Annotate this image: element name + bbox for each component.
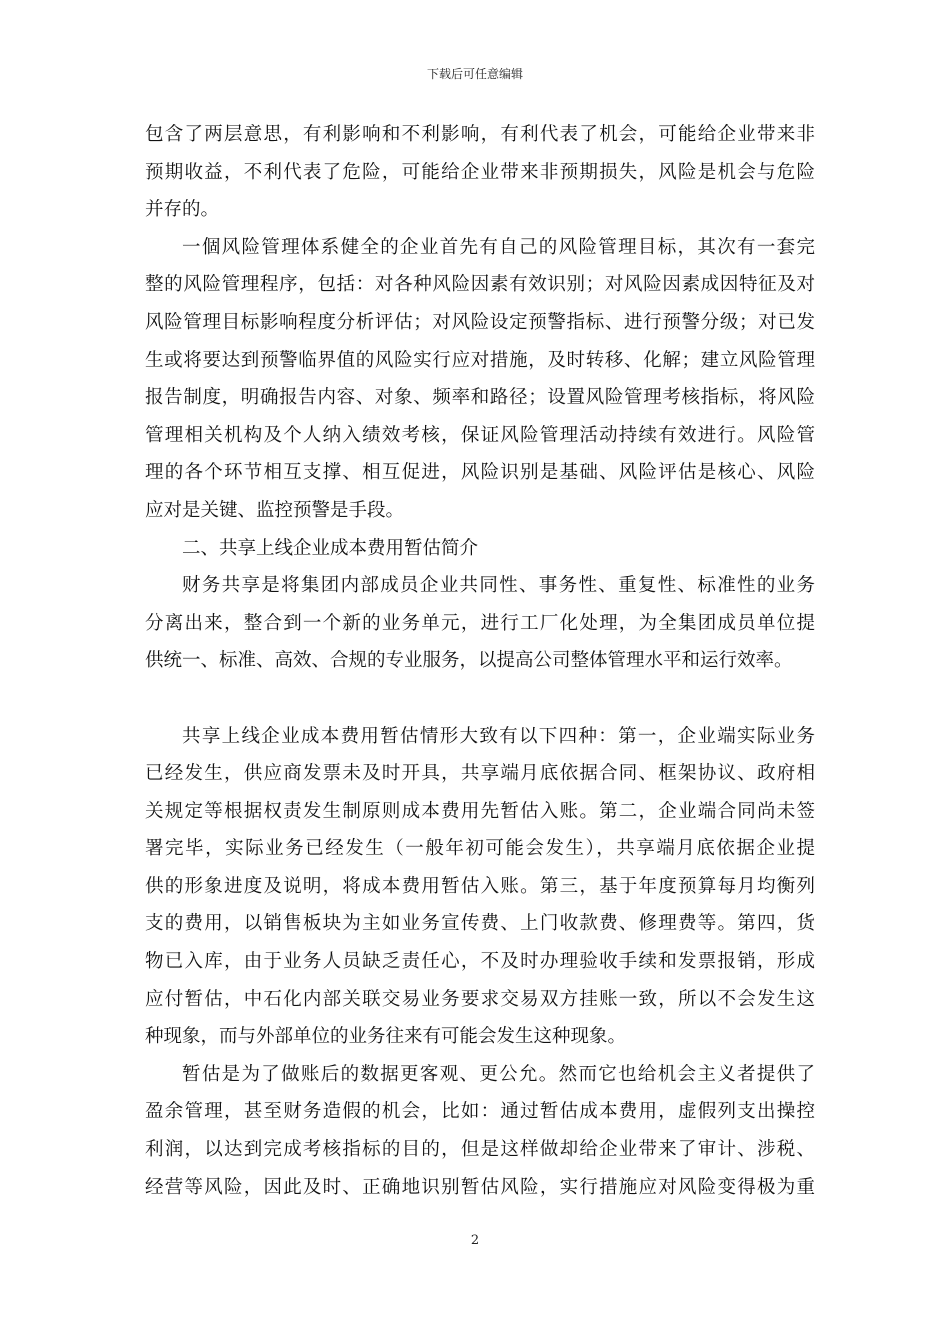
text-line: 风险管理目标影响程度分析评估；对风险设定预警指标、进行预警分级；对已发 [145,311,815,333]
text-line: 理的各个环节相互支撑、相互促进，风险识别是基础、风险评估是核心、风险 [145,462,815,484]
text-line: 共享上线企业成本费用暂估情形大致有以下四种：第一，企业端实际业务 [182,725,815,747]
text-line: 物已入库，由于业务人员缺乏责任心，不及时办理验收手续和发票报销，形成 [145,951,815,973]
text-line: 供统一、标准、高效、合规的专业服务，以提高公司整体管理水平和运行效率。 [145,650,793,672]
text-line: 整的风险管理程序，包括：对各种风险因素有效识别；对风险因素成因特征及对 [145,274,815,296]
text-line: 暂估是为了做账后的数据更客观、更公允。然而它也给机会主义者提供了 [182,1063,815,1085]
section-heading: 二、共享上线企业成本费用暂估简介 [182,537,479,559]
text-line: 一個风险管理体系健全的企业首先有自己的风险管理目标，其次有一套完 [182,236,815,258]
text-line: 种现象，而与外部单位的业务往来有可能会发生这种现象。 [145,1026,627,1048]
text-line: 供的形象进度及说明，将成本费用暂估入账。第三，基于年度预算每月均衡列 [145,875,815,897]
blank-line [145,680,815,718]
text-line: 利润，以达到完成考核指标的目的，但是这样做却给企业带来了审计、涉税、 [145,1139,815,1161]
text-line: 经营等风险，因此及时、正确地识别暂估风险，实行措施应对风险变得极为重 [145,1176,815,1198]
text-line: 应对是关键、监控预警是手段。 [145,499,405,521]
text-line: 关规定等根据权责发生制原则成本费用先暂估入账。第二，企业端合同尚未签 [145,800,815,822]
text-line: 预期收益，不利代表了危险，可能给企业带来非预期损失，风险是机会与危险 [145,161,815,183]
document-body [145,116,815,1206]
text-line: 报告制度，明确报告内容、对象、频率和路径；设置风险管理考核指标，将风险 [145,387,815,409]
page-number: 2 [470,1233,480,1248]
text-line: 分离出来，整合到一个新的业务单元，进行工厂化处理，为全集团成员单位提 [145,612,815,634]
text-line: 盈余管理，甚至财务造假的机会，比如：通过暂估成本费用，虚假列支出操控 [145,1101,815,1123]
text-line: 管理相关机构及个人纳入绩效考核，保证风险管理活动持续有效进行。风险管 [145,424,815,446]
text-line: 生或将要达到预警临界值的风险实行应对措施，及时转移、化解；建立风险管理 [145,349,815,371]
text-line: 支的费用，以销售板块为主如业务宣传费、上门收款费、修理费等。第四，货 [145,913,815,935]
text-line: 包含了两层意思，有利影响和不利影响，有利代表了机会，可能给企业带来非 [145,124,815,145]
text-line: 署完毕，实际业务已经发生（一般年初可能会发生），共享端月底依据企业提 [145,838,815,860]
text-line: 财务共享是将集团内部成员企业共同性、事务性、重复性、标准性的业务 [182,575,815,597]
text-line: 已经发生，供应商发票未及时开具，共享端月底依据合同、框架协议、政府相 [145,763,815,785]
text-line: 并存的。 [145,199,220,221]
text-line: 应付暂估，中石化内部关联交易业务要求交易双方挂账一致，所以不会发生这 [145,988,815,1010]
page-header: 下载后可任意编辑 [426,67,523,81]
